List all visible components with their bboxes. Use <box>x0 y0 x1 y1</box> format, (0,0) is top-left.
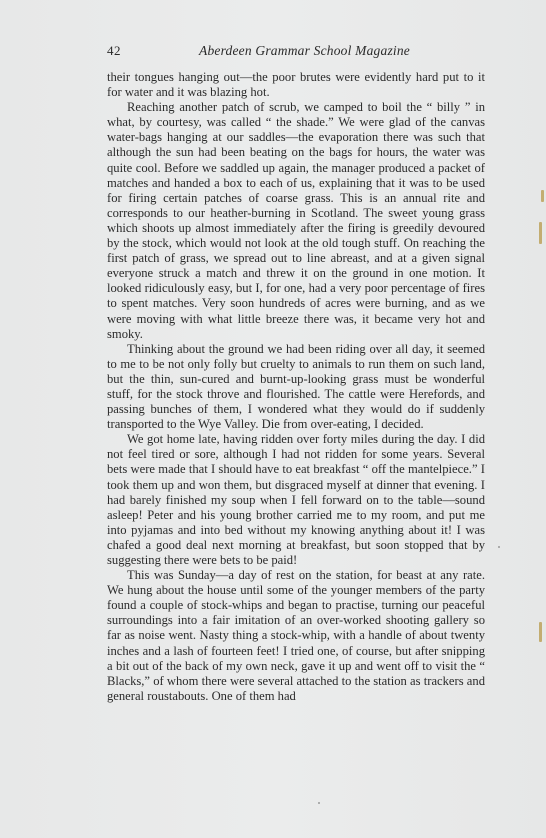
page-edge-stain <box>539 622 542 642</box>
paragraph-4: We got home late, having ridden over forty miles during the day. I did not feel tired or sore, although I had not ridden for some years. Several bets were made that I should have to eat breakfast “ off the mantelpiece.” I took them up and won them, but disgraced myself at dinner that evening. I had barely finished my soup when I fell forward on to the table—sound asleep! Peter and his young brother carried me to my room, and put me into pyjamas and into bed without my knowing anything about it! I was chafed a good deal next morning at breakfast, but soon stopped that by suggesting there were bets to be paid! <box>107 432 485 567</box>
paragraph-2: Reaching another patch of scrub, we camped to boil the “ billy ” in what, by courtesy, was called “ the shade.” We were glad of the canvas water-bags hanging at our saddles—the evaporation there was such that although the sun had been beating on the bags for hours, the water was quite cool. Before we saddled up again, the manager produced a packet of matches and handed a box to each of us, explaining that it was to be used for firing certain patches of coarse grass. This is an annual rite and corresponds to our heather-burning in Scotland. The sweet young grass which shoots up almost immediately after the firing is greedily devoured by the stock, which would not look at the old tough stuff. On reaching the first patch of grass, we spread out to line abreast, and at a given signal everyone struck a match and threw it on the ground in one motion. It looked ridiculously easy, but I, for one, had a very poor percentage of fires to spent matches. Very soon hundreds of acres were burning, and as we were moving with what little breeze there was, it became very hot and smoky. <box>107 100 485 341</box>
article-body <box>107 70 485 704</box>
page-edge-stain <box>539 222 542 244</box>
running-title: Aberdeen Grammar School Magazine <box>199 43 410 58</box>
paper-speck <box>498 546 500 548</box>
page-edge-stain <box>541 190 544 202</box>
paper-speck <box>318 802 320 804</box>
page-header <box>107 43 485 61</box>
page-number: 42 <box>107 43 121 58</box>
paragraph-5: This was Sunday—a day of rest on the station, for beast at any rate. We hung about the house until some of the younger members of the party found a couple of stock-whips and began to practise, turning our peaceful surroundings into a fair imitation of an over-worked shooting gallery so far as noise went. Nasty thing a stock-whip, with a handle of about twenty inches and a lash of fourteen feet! I tried one, of course, but after snipping a bit out of the back of my own neck, gave it up and went off to visit the “ Blacks,” of whom there were several attached to the station as trackers and general roustabouts. One of them had <box>107 568 485 703</box>
paragraph-3: Thinking about the ground we had been riding over all day, it seemed to me to be not only folly but cruelty to animals to run them on such land, but the thin, sun-cured and burnt-up-looking grass must be wonderful stuff, for the stock throve and flourished. The cattle were Herefords, and passing bunches of them, I wondered what they would do if suddenly transported to the Wye Valley. Die from over-eating, I decided. <box>107 341 485 432</box>
paragraph-1: their tongues hanging out—the poor brutes were evidently hard put to it for water and it was blazing hot. <box>107 70 485 100</box>
